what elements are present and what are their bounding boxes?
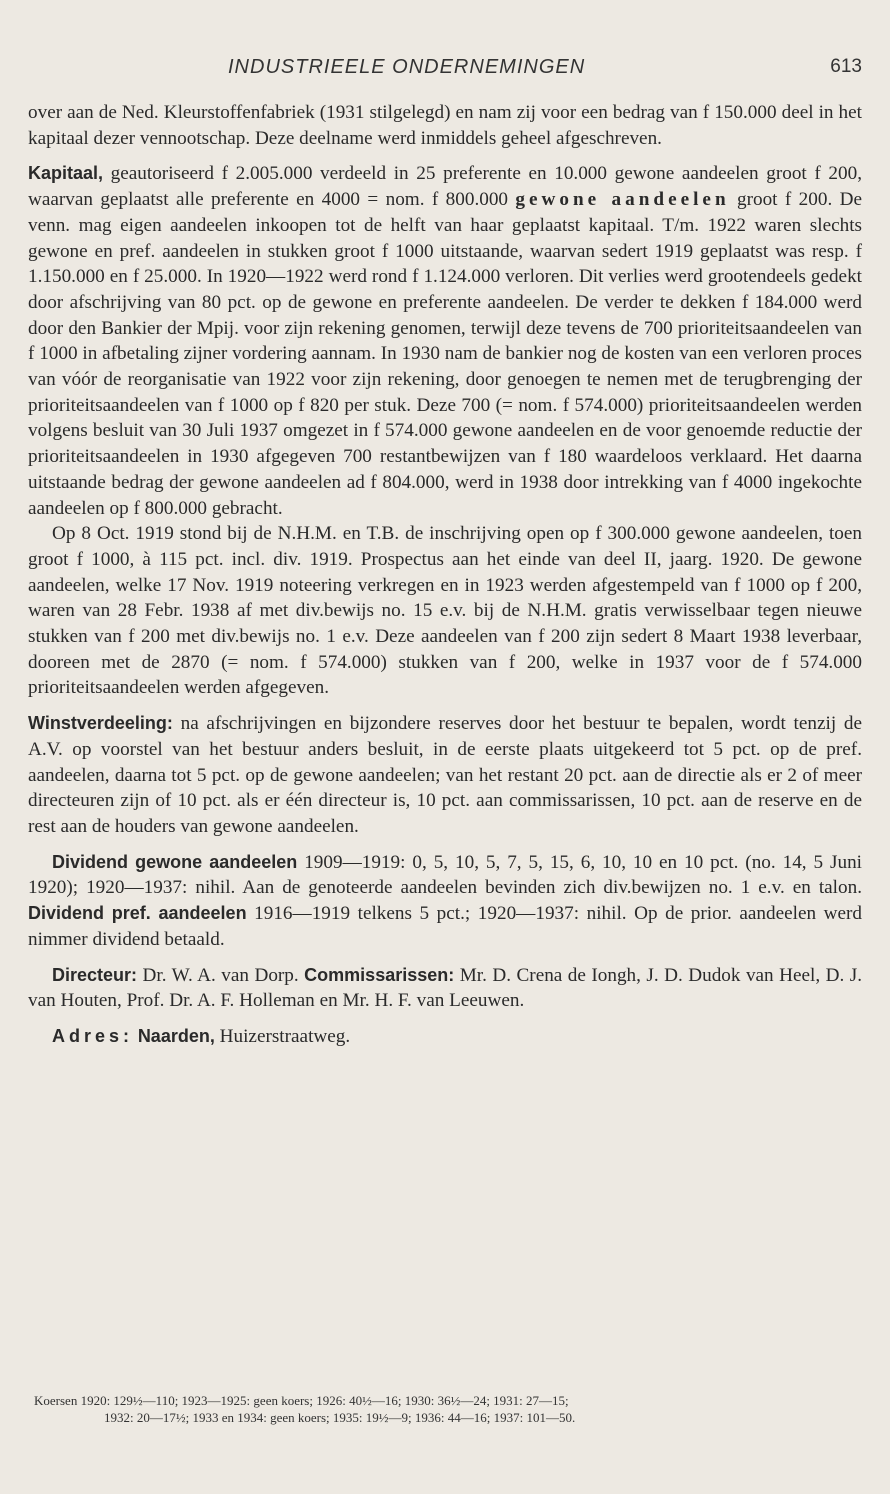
commissarissen-text: Mr. D. Crena de Iongh, J. D. Dudok van Heel, D. J. van Houten, Prof. Dr. A. F. Holleman en Mr. H. F. van Leeuwen.: [28, 964, 862, 1012]
document-page: [28, 0, 862, 1425]
commissarissen-label: Commissarissen:: [304, 964, 455, 985]
running-title: INDUSTRIEELE ONDERNEMINGEN: [228, 56, 586, 78]
intro-text: over aan de Ned. Kleurstoffenfabriek (1931 stilgelegd) en nam zij voor een bedrag van f 150.000 deel in het kapitaal dezer vennootschap. Deze deelname werd inmiddels geheel afgeschreven.: [28, 102, 862, 149]
page-number: 613: [830, 56, 862, 77]
dividend-pref-label: Dividend pref. aandeelen: [28, 903, 247, 924]
gap: [28, 953, 862, 963]
directeur-text: Dr. W. A. van Dorp.: [137, 964, 305, 986]
paragraph-kapitaal: [28, 161, 862, 521]
gap: [28, 840, 862, 850]
kapitaal-spaced: gewone aandeelen: [515, 189, 730, 211]
kapitaal-text-b: groot f 200. De venn. mag eigen aandeelen inkoopen tot de helft van haar geplaatst kapitaal. T/m. 1922 waren slechts gewone en pref. aandeelen in stukken groot f 1000 uitstaande, waarvan sedert 1919 geplaatst was resp. f 1.150.000 en f 25.000. In 1920—1922 werd rond f 1.124.000 verloren. Dit verlies werd grootendeels gedekt door afschrijving van 80 pct. op de gewone en preferente aandeelen. De verder te dekken f 184.000 werd door den Bankier der Mpij. voor zijn rekening genomen, terwijl deze tevens de 700 prioriteitsaandeelen van f 1000 in afbetaling zijner vordering aannam. In 1930 nam de bankier nog de kosten van een verloren proces van vóór de reorganisatie van 1922 voor zijn rekening, door genoegen te nemen met de terugbrenging der prioriteitsaandeelen van f 1000 op f 820 per stuk. Deze 700 (= nom. f 574.000) prioriteitsaandeelen werden volgens besluit van 30 Juli 1937 omgezet in f 574.000 gewone aandeelen en de voor genoemde reductie der prioriteitsaandeelen in 1930 afgegeven 700 restantbewijzen van f 180 waardeloos verklaard. Het daarna uitstaande bedrag der gewone aandeelen ad f 804.000, werd in 1938 door intrekking van f 4000 ingekochte aandeelen op f 800.000 gebracht.: [28, 189, 862, 519]
winst-text: na afschrijvingen en bijzondere reserves door het bestuur te bepalen, wordt tenzij de A.V. op voorstel van het bestuur anders besluit, in de eerste plaats uitgekeerd tot 5 pct. op de pref. aandeelen, daarna tot 5 pct. op de gewone aandeelen; van het restant 20 pct. aan de directie als er 2 of meer directeuren zijn of 10 pct. als er één directeur is, 10 pct. aan commissarissen, 10 pct. aan de reserve en de rest aan de houders van gewone aandeelen.: [28, 713, 862, 837]
adres-city: Naarden,: [137, 1025, 215, 1046]
koersen-line-2: 1932: 20—17½; 1933 en 1934: geen koers; 1935: 19½—9; 1936: 44—16; 1937: 101—50.: [104, 1410, 576, 1425]
dividend-text-a: 1909—1919: 0, 5, 10, 5, 7, 5, 15, 6, 10, 10 en 10 pct. (no. 14, 5 Juni 1920); 1920—1937: nihil. Aan de genoteerde aandeelen bevinden zich div.bewijzen no. 1 e.v. en talon.: [28, 851, 862, 899]
dividend-label: Dividend gewone aandeelen: [52, 851, 298, 872]
paragraph-directeur: [28, 963, 862, 1014]
paragraph-intro: [28, 100, 862, 151]
adres-street: Huizerstraatweg.: [214, 1025, 351, 1047]
kapitaal-text-a: geautoriseerd f 2.005.000 verdeeld in 25 preferente en 10.000 gewone aandeelen groot f 200, waarvan geplaatst alle preferente en 4000 = nom. f 800.000: [28, 163, 862, 211]
gap: [28, 151, 862, 161]
kapitaal-label: Kapitaal,: [28, 163, 104, 184]
directeur-label: Directeur:: [52, 964, 138, 985]
dividend-text-b: 1916—1919 telkens 5 pct.; 1920—1937: nihil. Op de prior. aandeelen werd nimmer dividend betaald.: [28, 903, 862, 950]
paragraph-winstverdeeling: [28, 711, 862, 840]
adres-label: Adres:: [52, 1025, 134, 1046]
paragraph-dividend: [28, 850, 862, 953]
paragraph-adres: [28, 1024, 862, 1050]
gap: [28, 701, 862, 711]
body-text: [28, 100, 862, 1050]
inschrijving-text: Op 8 Oct. 1919 stond bij de N.H.M. en T.B. de inschrijving open op f 300.000 gewone aandeelen, toen groot f 1000, à 115 pct. incl. div. 1919. Prospectus aan het einde van deel II, jaarg. 1920. De gewone aandeelen, welke 17 Nov. 1919 noteering verkregen en in 1923 werden afgestempeld van f 1000 op f 200, waren van 28 Febr. 1938 af met div.bewijs no. 15 e.v. bij de N.H.M. gratis verwisselbaar tegen nieuwe stukken van f 200 met div.bewijs no. 1 e.v. Deze aandeelen van f 200 zijn sedert 8 Maart 1938 leverbaar, dooreen met de 2870 (= nom. f 574.000) stukken van f 200, welke in 1937 voor de f 574.000 prioriteitsaandeelen werden afgegeven.: [28, 523, 862, 699]
gap: [28, 1014, 862, 1024]
koersen-line-1: Koersen 1920: 129½—110; 1923—1925: geen koers; 1926: 40½—16; 1930: 36½—24; 1931: 27—15;: [34, 1393, 569, 1408]
koersen-footnote: [34, 1392, 862, 1426]
paragraph-inschrijving: [28, 521, 862, 701]
winst-label: Winstverdeeling:: [28, 713, 173, 734]
